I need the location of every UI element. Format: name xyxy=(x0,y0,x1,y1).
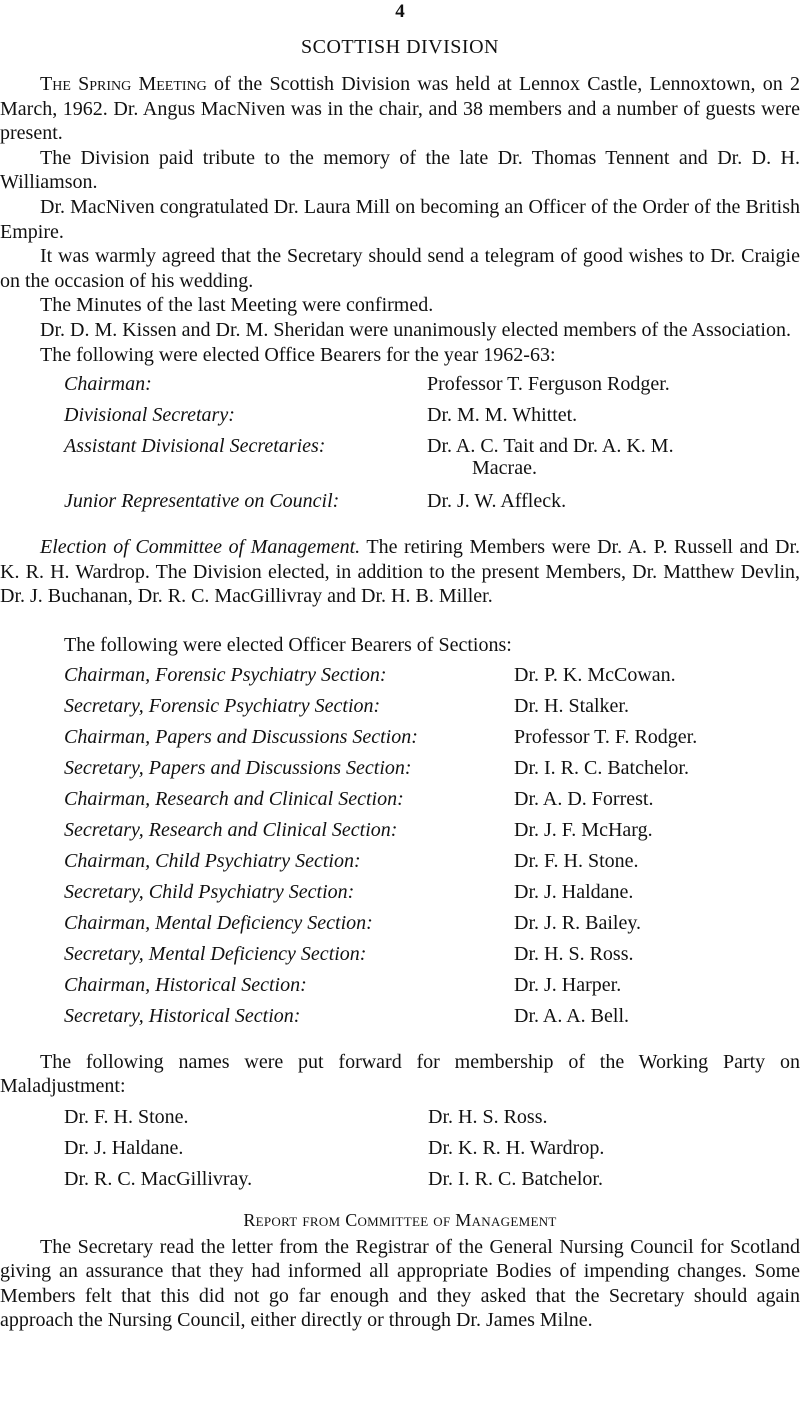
sections-intro: The following were elected Officer Bearers of Sections: xyxy=(64,633,512,656)
list-item xyxy=(0,1001,800,1032)
office-bearers-list xyxy=(0,369,800,517)
section-role: Secretary, Forensic Psychiatry Section: xyxy=(64,694,381,717)
election-paragraph xyxy=(0,535,800,609)
section-role: Secretary, Research and Clinical Section: xyxy=(64,818,398,841)
role-label: Junior Representative on Council: xyxy=(64,490,340,513)
page-title: SCOTTISH DIVISION xyxy=(301,36,499,58)
section-name: Dr. H. Stalker. xyxy=(514,694,629,717)
list-item xyxy=(0,846,800,877)
list-item xyxy=(0,784,800,815)
section-role: Chairman, Forensic Psychiatry Section: xyxy=(64,663,387,686)
report-heading: Report from Committee of Management xyxy=(243,1209,557,1230)
paragraph-new-members: Dr. D. M. Kissen and Dr. M. Sheridan were unanimously elected members of the Association. xyxy=(40,318,791,341)
list-item xyxy=(0,877,800,908)
election-rest: The retiring Members were Dr. A. P. Russell and Dr. K. R. H. Wardrop. The Division elected, in addition to the present Members, Dr. Matthew Devlin, Dr. J. Buchanan, Dr. R. C. MacGillivray and Dr. H. B. Miller. xyxy=(0,536,800,608)
member-name: Dr. I. R. C. Batchelor. xyxy=(428,1167,603,1190)
list-item xyxy=(0,1133,800,1164)
role-name-continued: Macrae. xyxy=(472,457,537,480)
member-name: Dr. F. H. Stone. xyxy=(64,1105,189,1128)
role-label: Assistant Divisional Secretaries: xyxy=(64,435,326,458)
list-item xyxy=(0,400,800,431)
list-item xyxy=(0,1102,800,1133)
paragraph-congratulation: Dr. MacNiven congratulated Dr. Laura Mill on becoming an Officer of the Order of the British Empire. xyxy=(0,195,800,243)
member-name: Dr. J. Haldane. xyxy=(64,1136,184,1159)
page-number: 4 xyxy=(395,1,405,22)
working-party-list xyxy=(0,1102,800,1195)
paragraph-minutes: The Minutes of the last Meeting were confirmed. xyxy=(40,294,434,317)
intro-rest: of the Scottish Division was held at Lennox Castle, Lennoxtown, on 2 March, 1962. Dr. Angus MacNiven was in the chair, and 38 members and a number of guests were present. xyxy=(0,73,800,145)
list-item xyxy=(0,815,800,846)
list-item xyxy=(0,369,800,400)
member-name: Dr. K. R. H. Wardrop. xyxy=(428,1136,605,1159)
role-name: Dr. M. M. Whittet. xyxy=(427,404,578,427)
list-item xyxy=(0,660,800,691)
section-name: Dr. J. Haldane. xyxy=(514,880,634,903)
paragraph-telegram: It was warmly agreed that the Secretary should send a telegram of good wishes to Dr. Craigie on the occasion of his wedding. xyxy=(0,245,800,292)
section-name: Dr. P. K. McCowan. xyxy=(514,663,676,686)
sections-list xyxy=(0,660,800,1032)
section-role: Chairman, Papers and Discussions Section: xyxy=(64,725,418,748)
role-name: Dr. J. W. Affleck. xyxy=(427,490,567,513)
section-name: Dr. J. Harper. xyxy=(514,973,622,996)
election-lead: Election of Committee of Management. xyxy=(40,536,361,559)
section-name: Dr. H. S. Ross. xyxy=(514,942,634,965)
section-name: Professor T. F. Rodger. xyxy=(514,725,698,748)
section-role: Chairman, Mental Deficiency Section: xyxy=(64,911,373,934)
report-paragraph: The Secretary read the letter from the Registrar of the General Nursing Council for Scotland giving an assurance that they had informed all appropriate Bodies of impending changes. Some Members felt that this did not go far enough and they asked that the Secretary should again approach the Nursing Council, either directly or through Dr. James Milne. xyxy=(0,1235,800,1332)
section-role: Chairman, Historical Section: xyxy=(64,973,307,996)
paragraph-office-bearers-intro: The following were elected Office Bearers for the year 1962-63: xyxy=(40,343,556,366)
list-item xyxy=(0,939,800,970)
list-item xyxy=(0,753,800,784)
role-label: Divisional Secretary: xyxy=(64,404,235,427)
intro-lead: The Spring Meeting xyxy=(40,73,207,95)
working-party-intro: The following names were put forward for membership of the Working Party on Maladjustment: xyxy=(0,1050,800,1098)
section-name: Dr. J. F. McHarg. xyxy=(514,818,653,841)
role-name: Professor T. Ferguson Rodger. xyxy=(427,373,670,396)
list-item xyxy=(0,486,800,517)
list-item xyxy=(0,691,800,722)
section-role: Secretary, Historical Section: xyxy=(64,1004,301,1027)
section-name: Dr. A. A. Bell. xyxy=(514,1004,630,1027)
paragraph-tribute: The Division paid tribute to the memory of the late Dr. Thomas Tennent and Dr. D. H. Williamson. xyxy=(0,146,800,194)
list-item-continuation xyxy=(0,456,800,480)
list-item xyxy=(0,1164,800,1195)
section-name: Dr. A. D. Forrest. xyxy=(514,787,654,810)
section-role: Secretary, Mental Deficiency Section: xyxy=(64,942,367,965)
section-name: Dr. I. R. C. Batchelor. xyxy=(514,756,689,779)
section-name: Dr. J. R. Bailey. xyxy=(514,911,642,934)
section-role: Chairman, Child Psychiatry Section: xyxy=(64,849,361,872)
member-name: Dr. H. S. Ross. xyxy=(428,1105,548,1128)
section-role: Secretary, Papers and Discussions Section: xyxy=(64,756,412,779)
list-item xyxy=(0,908,800,939)
role-label: Chairman: xyxy=(64,373,152,396)
member-name: Dr. R. C. MacGillivray. xyxy=(64,1167,253,1190)
section-role: Secretary, Child Psychiatry Section: xyxy=(64,880,355,903)
intro-paragraph xyxy=(0,72,800,146)
list-item xyxy=(0,722,800,753)
section-name: Dr. F. H. Stone. xyxy=(514,849,639,872)
section-role: Chairman, Research and Clinical Section: xyxy=(64,787,404,810)
role-name: Dr. A. C. Tait and Dr. A. K. M. xyxy=(427,435,674,458)
list-item xyxy=(0,970,800,1001)
